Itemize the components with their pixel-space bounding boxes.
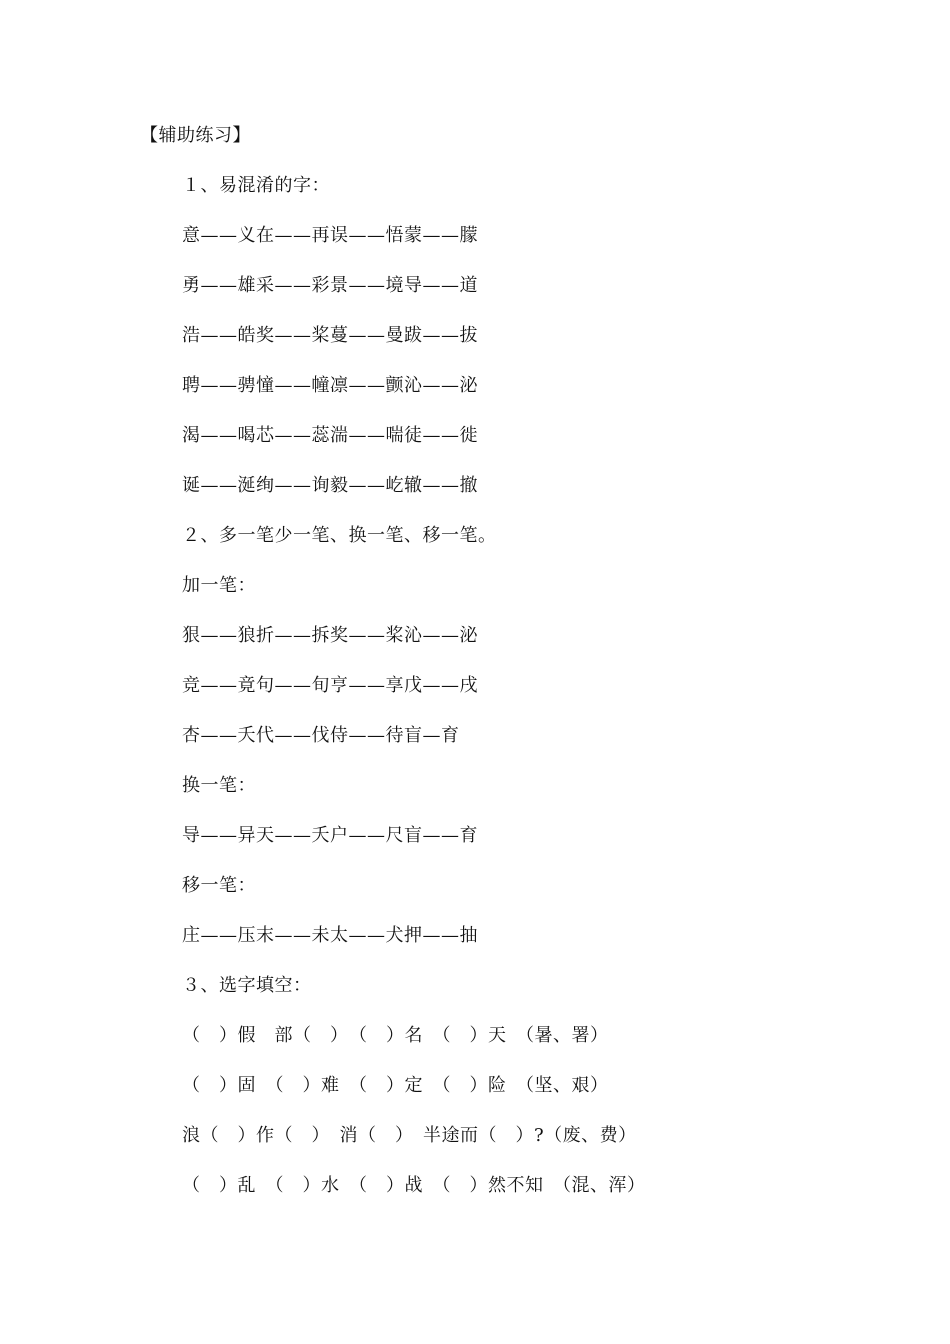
add-stroke-line: 竞——竟句——旬亨——享戊——戌 [182, 675, 478, 696]
fill-blank-line: （ ）固 （ ）难 （ ）定 （ ）险 （坚、艰） [182, 1075, 609, 1096]
section-1-line: 聘——骋憧——幢凛——颤沁——泌 [182, 375, 478, 396]
add-stroke-line: 狠——狼折——拆奖——桨沁——泌 [182, 625, 478, 646]
change-stroke-label: 换一笔： [182, 775, 256, 796]
move-stroke-label: 移一笔： [182, 875, 256, 896]
section-3-title: ３、选字填空： [182, 975, 312, 996]
section-1-line: 渴——喝芯——蕊湍——喘徒——徙 [182, 425, 478, 446]
heading: 【辅助练习】 [140, 125, 251, 146]
section-1-line: 意——义在——再误——悟蒙——朦 [182, 225, 478, 246]
section-1-title: １、易混淆的字： [182, 175, 330, 196]
fill-blank-line: （ ）乱 （ ）水 （ ）战 （ ）然不知 （混、浑） [182, 1175, 646, 1196]
section-1-line: 勇——雄采——彩景——境导——道 [182, 275, 478, 296]
change-stroke-line: 导——异天——夭户——尺盲——育 [182, 825, 478, 846]
section-1-line: 诞——涎绚——询毅——屹辙——撤 [182, 475, 478, 496]
section-2-title: ２、多一笔少一笔、换一笔、移一笔。 [182, 525, 497, 546]
fill-blank-line: 浪（ ）作（ ） 消（ ） 半途而（ ）?（废、费） [182, 1125, 637, 1146]
fill-blank-line: （ ）假 部（ ） （ ）名 （ ）天 （暑、署） [182, 1025, 609, 1046]
add-stroke-label: 加一笔： [182, 575, 256, 596]
section-1-line: 浩——皓奖——桨蔓——曼跋——拔 [182, 325, 478, 346]
move-stroke-line: 庄——压末——未太——犬押——抽 [182, 925, 478, 946]
add-stroke-line: 杏——夭代——伐侍——待盲—育 [182, 725, 460, 746]
